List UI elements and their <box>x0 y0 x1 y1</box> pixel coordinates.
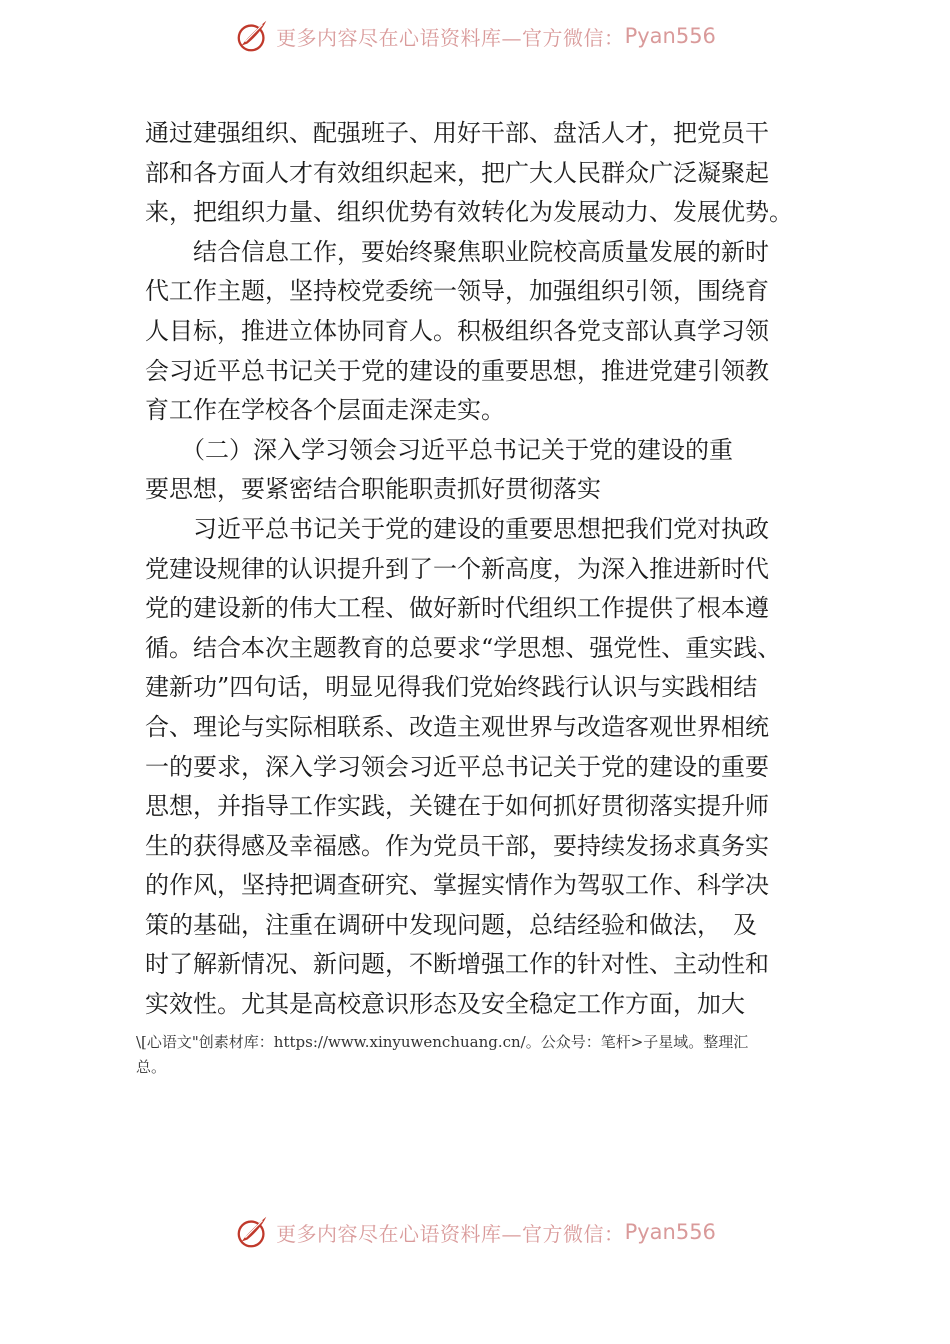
text-line: 时了解新情况、新问题，不断增强工作的针对性、主动性和 <box>145 950 769 979</box>
text-line: 合、理论与实际相联系、改造主观世界与改造客观世界相统 <box>145 712 769 741</box>
text-line: 循。结合本次主题教育的总要求“学思想、强党性、重实践、 <box>145 633 782 662</box>
text-line: 来，把组织力量、组织优势有效转化为发展动力、发展优势。 <box>145 198 793 227</box>
banner-wechat-id: Pyan556 <box>624 24 716 48</box>
text-line: 策的基础，注重在调研中发现问题，总结经验和做法， 及 <box>145 910 757 939</box>
section-heading-line: 要思想，要紧密结合职能职责抓好贯彻落实 <box>145 475 601 504</box>
text-line: 建新功”四句话，明显见得我们党始终践行认识与实践相结 <box>145 673 758 702</box>
banner-text: 更多内容尽在心语资料库—官方微信： <box>276 1221 625 1246</box>
text-line: 结合信息工作，要始终聚焦职业院校高质量发展的新时 <box>145 237 769 266</box>
text-line: 通过建强组织、配强班子、用好干部、盘活人才，把党员干 <box>145 119 769 147</box>
header-banner <box>0 14 950 58</box>
text-line: 代工作主题，坚持校党委统一领导，加强组织引领，围绕育 <box>145 277 769 306</box>
text-line: 党的建设新的伟大工程、做好新时代组织工作提供了根本遵 <box>145 594 769 623</box>
text-line: 习近平总书记关于党的建设的重要思想把我们党对执政 <box>145 514 769 543</box>
text-line: 部和各方面人才有效组织起来，把广大人民群众广泛凝聚起 <box>145 158 769 187</box>
document-body <box>145 114 835 1025</box>
banner-wechat-id: Pyan556 <box>624 1220 716 1244</box>
text-line: 育工作在学校各个层面走深走实。 <box>145 396 505 425</box>
text-line: 思想，并指导工作实践，关键在于如何抓好贯彻落实提升师 <box>145 792 769 821</box>
footnote-line: 总。 <box>136 1058 167 1076</box>
text-line: 会习近平总书记关于党的建设的重要思想，推进党建引领教 <box>145 356 769 385</box>
text-line: 实效性。尤其是高校意识形态及安全稳定工作方面，加大 <box>145 990 745 1019</box>
text-line: 一的要求，深入学习领会习近平总书记关于党的建设的重要 <box>145 752 769 781</box>
text-line: 的作风，坚持把调查研究、掌握实情作为驾驭工作、科学决 <box>145 871 769 900</box>
text-line: 生的获得感及幸福感。作为党员干部，要持续发扬求真务实 <box>145 831 769 860</box>
banner-text: 更多内容尽在心语资料库—官方微信： <box>276 25 625 50</box>
text-line: 党建设规律的认识提升到了一个新高度，为深入推进新时代 <box>145 554 769 583</box>
text-line: 人目标，推进立体协同育人。积极组织各党支部认真学习领 <box>145 316 769 345</box>
section-heading-line: （二）深入学习领会习近平总书记关于党的建设的重 <box>145 435 733 464</box>
source-footnote <box>136 1030 836 1080</box>
footer-banner <box>0 1210 950 1254</box>
quill-logo-icon <box>234 17 272 55</box>
quill-logo-icon <box>234 1213 272 1251</box>
footnote-line: \[心语文"创素材库：https://www.xinyuwenchuang.cn/。公众号：笔杆>子星域。整理汇 <box>136 1033 749 1051</box>
